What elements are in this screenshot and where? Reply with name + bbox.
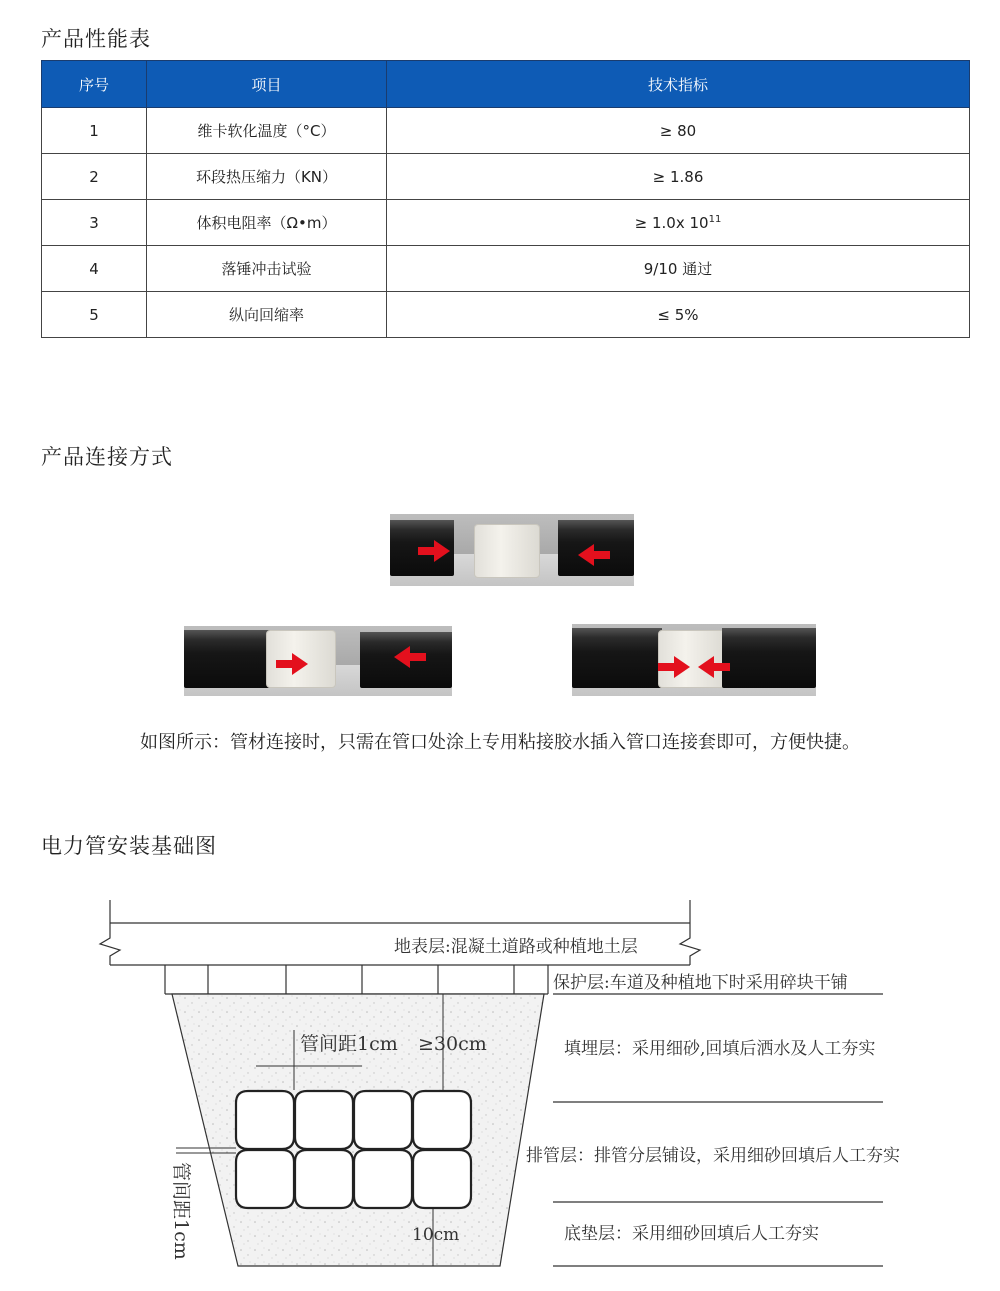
- cover-depth-label: ≥30cm: [418, 1033, 487, 1055]
- connection-photo-step1: [390, 514, 634, 586]
- row-value-cell: [387, 200, 970, 246]
- table-row: [42, 292, 970, 338]
- push-right-arrow-icon: [658, 656, 690, 678]
- connection-photo-step2: [184, 626, 452, 696]
- row-value-exponent: 11: [708, 213, 722, 225]
- row-value: ≥ 1.86: [387, 154, 970, 200]
- pipe-cross-section: [236, 1150, 294, 1208]
- header-serial: 序号: [42, 61, 147, 108]
- pipe-spacing-horizontal-label: 管间距1cm: [300, 1033, 398, 1055]
- row-number: 2: [42, 154, 147, 200]
- row-item: 环段热压缩力（KN）: [147, 154, 387, 200]
- pipe-right: [722, 628, 816, 688]
- performance-table-title: 产品性能表: [41, 27, 151, 51]
- connection-sleeve: [474, 524, 540, 578]
- pipe-left: [572, 628, 662, 688]
- push-right-arrow-icon: [276, 653, 308, 675]
- row-value: ≥ 1.0x 10: [634, 213, 709, 232]
- table-row: [42, 154, 970, 200]
- pipe-cross-section: [413, 1091, 471, 1149]
- pipe-cross-section: [354, 1150, 412, 1208]
- row-number: 1: [42, 108, 147, 154]
- connection-caption: 如图所示：管材连接时，只需在管口处涂上专用粘接胶水插入管口连接套即可，方便快捷。: [140, 732, 860, 753]
- row-number: 5: [42, 292, 147, 338]
- surface-layer-label: 地表层:混凝土道路或种植地土层: [394, 937, 638, 957]
- pipe-spacing-vertical-label: 管间距1cm: [170, 1162, 192, 1260]
- pipe-cross-section: [354, 1091, 412, 1149]
- header-spec: 技术指标: [387, 61, 970, 108]
- pipe-layer-label: 排管层：排管分层铺设，采用细砂回填后人工夯实: [526, 1146, 900, 1166]
- pipe-left: [184, 630, 270, 688]
- push-left-arrow-icon: [578, 544, 610, 566]
- row-item: 落锤冲击试验: [147, 246, 387, 292]
- row-item: 维卡软化温度（°C）: [147, 108, 387, 154]
- connection-photo-step3: [572, 624, 816, 696]
- base-layer-label: 底垫层：采用细砂回填后人工夯实: [564, 1224, 819, 1244]
- installation-diagram: [0, 880, 1000, 1280]
- fill-layer-label: 填埋层：采用细砂,回填后洒水及人工夯实: [564, 1039, 876, 1059]
- push-right-arrow-icon: [418, 540, 450, 562]
- row-value: ≤ 5%: [387, 292, 970, 338]
- row-item: 纵向回缩率: [147, 292, 387, 338]
- connection-method-title: 产品连接方式: [41, 445, 173, 469]
- table-row: [42, 108, 970, 154]
- pipe-cross-section: [295, 1091, 353, 1149]
- table-row: [42, 200, 970, 246]
- pipe-cross-section: [295, 1150, 353, 1208]
- performance-table: [41, 60, 970, 338]
- pipe-cross-section: [236, 1091, 294, 1149]
- table-header-row: [42, 61, 970, 108]
- base-depth-label: 10cm: [412, 1225, 460, 1245]
- pipe-cross-section: [413, 1150, 471, 1208]
- protection-layer: [165, 965, 548, 994]
- installation-diagram-title: 电力管安装基础图: [41, 834, 217, 858]
- push-left-arrow-icon: [698, 656, 730, 678]
- row-item: 体积电阻率（Ω•m）: [147, 200, 387, 246]
- header-item: 项目: [147, 61, 387, 108]
- row-value: 9/10 通过: [387, 246, 970, 292]
- protect-layer-label: 保护层:车道及种植地下时采用碎块干铺: [553, 973, 848, 993]
- row-number: 3: [42, 200, 147, 246]
- row-value: ≥ 80: [387, 108, 970, 154]
- push-left-arrow-icon: [394, 646, 426, 668]
- table-row: [42, 246, 970, 292]
- row-number: 4: [42, 246, 147, 292]
